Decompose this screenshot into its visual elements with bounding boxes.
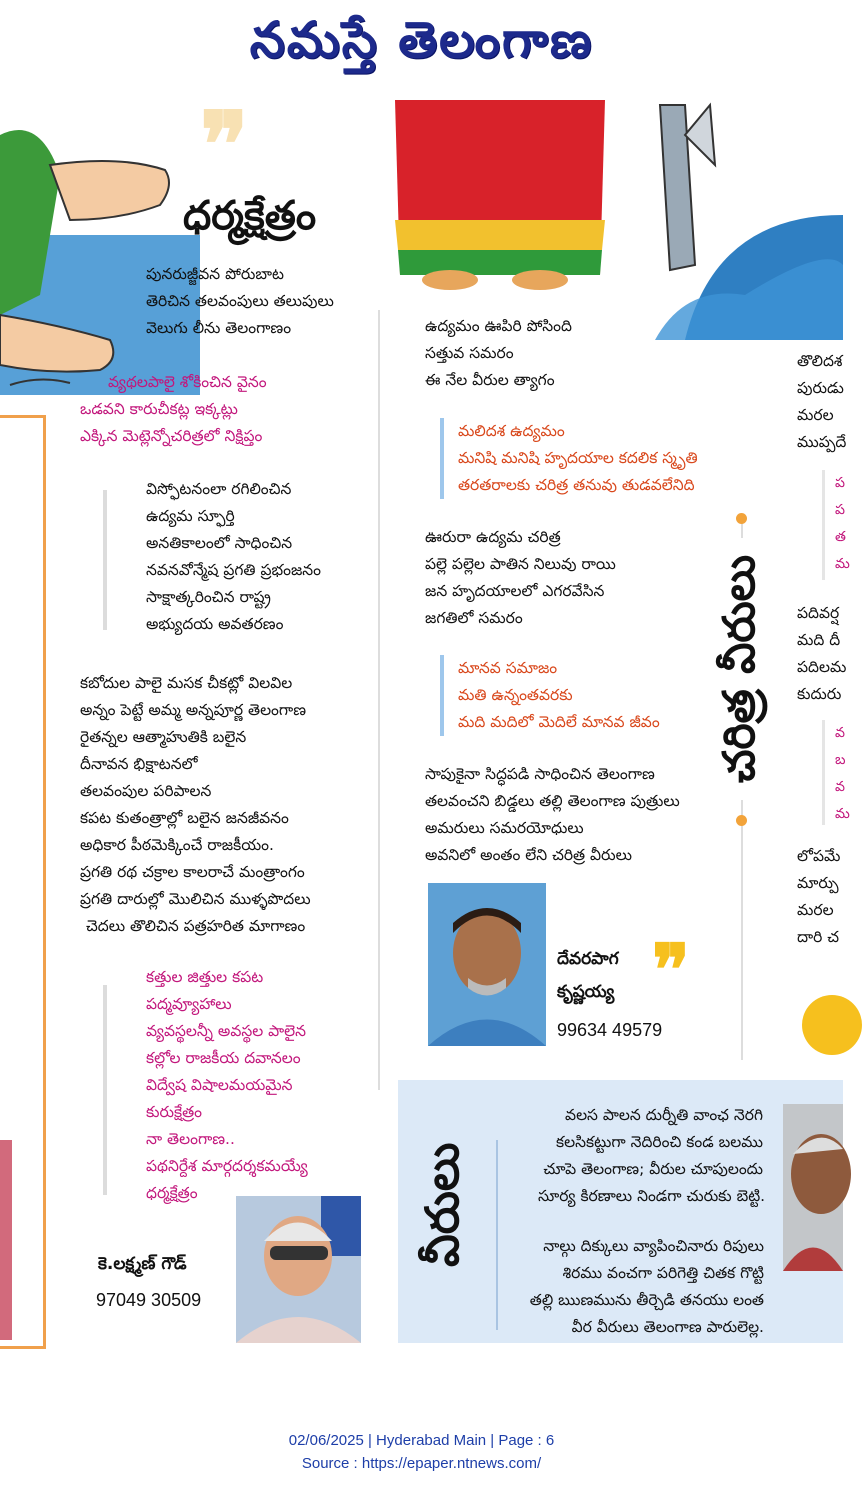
- poem1-pink-stanza-1: [80, 369, 267, 450]
- poem-line: ప్రగతి దారుల్లో మొలిచిన ముళ్ళపొదలు: [80, 890, 311, 908]
- poem2-stanza-2: [425, 524, 616, 632]
- poem2-orange-stanza-2: [440, 655, 660, 736]
- poem-line: జగతిలో సమరం: [425, 609, 523, 627]
- divider: [103, 985, 107, 1195]
- right-column-stanza-2: [797, 600, 846, 708]
- dot-icon: [736, 815, 747, 826]
- poem-line: ఈ నేల వీరుల త్యాగం: [425, 371, 555, 389]
- poem-line: అధికార పీఠమెక్కించే రాజకీయం.: [80, 836, 274, 854]
- poem-line: అభ్యుదయ అవతరణం: [146, 615, 284, 633]
- author-photo: [428, 883, 546, 1046]
- poem3-stanza-1: [538, 1102, 766, 1210]
- poem-line: దారి చ: [797, 928, 840, 946]
- divider: [103, 490, 107, 630]
- poem-line: మనిషి మనిషి హృదయాల కదలిక స్మృతి: [458, 449, 698, 467]
- poem-line: వ్యవస్థలన్నీ అవస్థల పాలైన: [146, 1022, 307, 1040]
- poem-line: కుదురు: [797, 685, 842, 703]
- poem2-phone: 99634 49579: [557, 1020, 663, 1040]
- right-pink-snippet: ప ప త మ: [822, 470, 846, 580]
- masthead: [0, 0, 843, 80]
- poem-line: కబోదుల పాలై మసక చీకట్లో విలవిల: [80, 674, 293, 692]
- quote-circle-icon: [802, 995, 862, 1055]
- poem-line: వలస పాలన దుర్నీతి వాంఛ నెరగి: [565, 1106, 763, 1124]
- poem2-author-line2: కృష్ణయ్య: [557, 982, 615, 1002]
- poem1-phone: 97049 30509: [96, 1290, 202, 1310]
- poem-line: మరల: [797, 406, 834, 424]
- poem-line: మతి ఉన్నంతవరకు: [458, 686, 573, 704]
- poem-line: ప్రగతి రథ చక్రాల కాలరాచే మంత్రాంగం: [80, 863, 305, 881]
- poem-line: పల్లె పల్లెల పాతిన నిలువు రాయి: [425, 555, 616, 573]
- poem-line: తల్లి ఋణమును తీర్చెడి తనయు లంత: [529, 1291, 764, 1309]
- poem-line: సాక్షాత్కరించిన రాష్ట్ర: [146, 588, 271, 606]
- poem-line: విద్వేష విషాలమయమైన: [146, 1076, 293, 1094]
- poem3-title: వీరులు: [415, 1142, 469, 1268]
- author-photo: [783, 1104, 843, 1271]
- poem-line: పదివర్ష: [797, 604, 840, 622]
- poem-line: తరతరాలకు చరిత్ర తనువు తుడవలేనిది: [458, 476, 695, 494]
- poem-line: ఒడవని కారుచీకట్ల ఇక్కట్లు: [80, 400, 238, 418]
- poem-line: ఉద్యమం ఊపిరి పోసింది: [425, 317, 572, 335]
- dot-icon: [736, 513, 747, 524]
- left-photo-edge: [0, 1140, 12, 1340]
- poem3-stanza-2: [512, 1233, 764, 1341]
- poem-line: వెలుగు లీను తెలంగాణం: [146, 319, 292, 337]
- poem-line: నవనవోన్మేష ప్రగతి ప్రభంజనం: [146, 561, 322, 579]
- poem-line: ఉద్యమ స్ఫూర్తి: [146, 507, 235, 525]
- poem-line: తొలిదశ: [797, 352, 843, 370]
- right-column-stanza-3: [797, 843, 840, 951]
- poem-line: రైతన్నల ఆత్మాహుతికి బలైన: [80, 728, 247, 746]
- poem-line: మది మదిలో మెదిలే మానవ జీవం: [458, 713, 660, 731]
- right-column-stanza-1: [797, 348, 846, 456]
- poem-line: కలసికట్టుగా నెదిరించి కండ బలము: [556, 1133, 763, 1151]
- poem-line: మది దీ: [797, 631, 841, 649]
- newspaper-title: నమస్తే తెలంగాణ: [249, 10, 594, 69]
- saree-illustration: [380, 100, 620, 290]
- poem-line: పదిలమ: [797, 658, 847, 676]
- poem-line: తలవంచని బిడ్డలు తల్లి తెలంగాణ పుత్రులు: [425, 792, 680, 810]
- author-photo: [236, 1196, 361, 1343]
- poem-line: లోపమే: [797, 847, 841, 865]
- poem1-intro: [146, 261, 334, 342]
- poem-line: పునరుజ్జీవన పోరుబాట: [146, 265, 284, 283]
- poem-line: దీనావన భిక్షాటనలో: [80, 755, 198, 773]
- footer-date-line: 02/06/2025 | Hyderabad Main | Page : 6: [288, 1432, 555, 1449]
- figure-illustration: [625, 95, 843, 340]
- poem-line: శిరము వంచగా పరిగెత్తి చితక గొట్టి: [562, 1264, 764, 1282]
- poem-line: చూపె తెలంగాణ; వీరుల చూపులందు: [543, 1160, 763, 1178]
- poem2-intro: [425, 313, 572, 394]
- poem1-stanza-3: [80, 670, 311, 940]
- poem-line: సత్తువ సమరం: [425, 344, 514, 362]
- poem-line: అనతికాలంలో సాధించిన: [146, 534, 293, 552]
- poem-line: చెదలు తొలిచిన పత్రహరిత మాగాణం: [86, 917, 306, 935]
- poem-line: అవనిలో అంతం లేని చరిత్ర వీరులు: [425, 846, 632, 864]
- poem-line: మార్పు: [797, 874, 839, 892]
- poem1-author: కె.లక్ష్మణ్ గౌడ్: [98, 1254, 187, 1274]
- poem1-title: ధర్మక్షేత్రం: [183, 192, 317, 239]
- poem1-pink-stanza-2: [146, 964, 308, 1207]
- poem-line: తెరిచిన తలవంపులు తలుపులు: [146, 292, 334, 310]
- poem-line: విస్ఫోటనంలా రగిలించిన: [146, 480, 292, 498]
- poem-line: నా తెలంగాణ..: [146, 1130, 235, 1148]
- poem-line: తలవంపుల పరిపాలన: [80, 782, 212, 800]
- poem-line: ఎక్కిన మెట్లెన్నోచరిత్రలో నిక్షిప్తం: [80, 427, 263, 445]
- poem2-author-line1: దేవరపాగ: [557, 949, 619, 969]
- poem1-stanza-2: [146, 476, 321, 638]
- column-divider: [378, 310, 380, 1090]
- poem-line: ధర్మక్షేత్రం: [146, 1184, 198, 1202]
- right-pink-snippet: వ బ వ మ: [822, 720, 846, 825]
- poem-line: వ్యథలపాలై శోకించిన వైనం: [108, 373, 267, 391]
- column-divider: [496, 1140, 498, 1330]
- footer-source-link[interactable]: Source : https://epaper.ntnews.com/: [301, 1455, 542, 1472]
- poem-line: ఊరురా ఉద్యమ చరిత్ర: [425, 528, 561, 546]
- poem2-title: చరిత్ర వీరులు: [712, 538, 768, 800]
- poem-line: ముప్పదే: [797, 433, 847, 451]
- hands-illustration: [0, 95, 200, 405]
- poem-line: పథనిర్దేశ మార్గదర్శకమయ్యే: [146, 1157, 308, 1175]
- poem-line: సూర్య కిరణాలు నిండగా చురుకు బెట్టి.: [538, 1187, 766, 1205]
- poem-line: జన హృదయాలలో ఎగరవేసిన: [425, 582, 605, 600]
- quote-mark-icon: ❞: [200, 92, 249, 198]
- poem-line: కురుక్షేత్రం: [146, 1103, 203, 1121]
- poem-line: కత్తుల జిత్తుల కపట: [146, 968, 264, 986]
- poem-line: పద్మవ్యూహాలు: [146, 995, 232, 1013]
- poem2-orange-stanza-1: [440, 418, 698, 499]
- poem-line: మలిదశ ఉద్యమం: [458, 422, 565, 440]
- poem-line: సాపుకైనా సిద్ధపడి సాధించిన తెలంగాణ: [425, 765, 655, 783]
- poem2-stanza-3: [425, 761, 680, 869]
- poem-line: మానవ సమాజం: [458, 659, 558, 677]
- poem-line: అమరులు సమరయోధులు: [425, 819, 584, 837]
- poem-line: అన్నం పెట్టే అమ్మ అన్నపూర్ణ తెలంగాణ: [80, 701, 306, 719]
- poem-line: కల్లోల రాజకీయ దవానలం: [146, 1049, 301, 1067]
- quote-mark-icon: ❞: [652, 928, 690, 1011]
- poem-line: పురుడు: [797, 379, 844, 397]
- poem-line: మరల: [797, 901, 834, 919]
- poem-line: కపట కుతంత్రాల్లో బలైన జనజీవనం: [80, 809, 289, 827]
- poem-line: నాల్గు దిక్కులు వ్యాపించినారు రిపులు: [543, 1237, 764, 1255]
- poem-line: వీర వీరులు తెలంగాణ పారులెల్ల.: [571, 1318, 764, 1336]
